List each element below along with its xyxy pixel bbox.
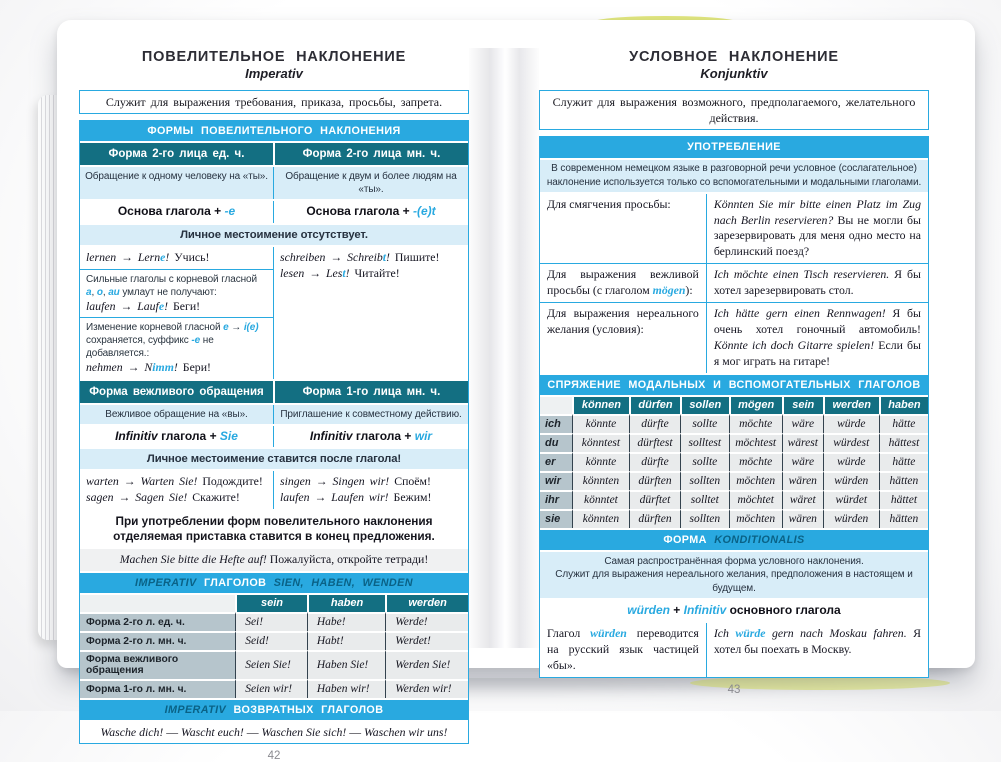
text-segment: e [158,298,165,313]
text-segment: Waschen wir uns! [363,724,448,739]
usage-example: Könnten Sie mir bitte einen Platz im Zug nach Berlin reservieren? Вы не могли бы зарезервировать для меня одно место на берлинский поезд? [713,196,921,259]
table-cell: möchten [729,471,782,490]
table-cell: wäret [782,490,823,509]
table-cell: könnten [572,471,629,490]
row-label: sie [540,509,572,528]
text-segment: ! [165,250,170,265]
table-cell: sollten [680,509,728,528]
text-segment: würden [627,602,670,617]
page-number-42: 42 [267,750,281,762]
table-corner-cell [540,397,572,414]
text-segment: IMPERATIV [164,703,227,716]
polite-examples-row [80,471,468,508]
text-segment: -e [191,335,201,347]
text-segment: IMPERATIV [135,576,197,589]
table-cell: wären [782,509,823,528]
usage-row-unreal-wish [540,302,928,373]
usage-example: Ich möchte einen Tisch reservieren. Я бы хотел зарезервировать стол. [713,267,921,298]
page-number-43: 43 [727,684,741,697]
row-label: ich [540,414,572,433]
text-segment: Infinitiv [115,428,158,443]
usage-case: Для выражения нереального желания (условия): [540,303,707,373]
text-segment: Infinitiv [683,602,727,617]
table-cell: Sei! [235,612,307,631]
table-cell: wäre [782,414,823,433]
table-cell: würdest [823,433,879,452]
text-segment: mögen [652,283,686,298]
table-cell: könnten [572,509,629,528]
page-subtitle-konjunktiv: Konjunktiv [700,66,768,82]
text-segment: Lern [137,250,161,265]
section-header-usage: УПОТРЕБЛЕНИЕ [540,137,928,157]
konditionalis-note-line2: Служит для выражения нереального желания, предположения в настоящем и будущем. [555,569,913,594]
text-segment: Warten Sie! [140,474,198,489]
examples-1pl [274,471,468,508]
text-segment: ! [164,298,169,313]
conditional-intro-box: Служит для выражения возможного, предполагаемого, желательного действия. [539,90,929,130]
note-polite: Вежливое обращение на «вы». [80,405,274,424]
table-cell: Werde! [385,612,468,631]
text-segment: laufen [86,298,116,313]
table-cell: Seid! [235,631,307,650]
text-segment: N [144,360,153,375]
text-segment: Laufen wir! [331,490,389,505]
text-segment: ! [173,360,178,375]
person-notes-row [80,167,468,199]
text-segment: Schreib [347,250,383,265]
row-label: du [540,433,572,452]
polite-headers-row [80,381,468,403]
text-segment: Sie [219,428,238,443]
wurden-row [540,623,928,677]
table-cell: hätten [879,509,928,528]
row-label: ihr [540,490,572,509]
text-segment: SIEN, HABEN, WENDEN [273,576,413,589]
text-segment: Ich hätte gern einen Rennwagen! [713,306,886,321]
text-segment: würden [590,626,627,641]
section-header-conjugation: СПРЯЖЕНИЕ МОДАЛЬНЫХ И ВСПОМОГАТЕЛЬНЫХ ГЛАГОЛОВ [540,375,928,395]
formula-2pl: Основа глагола + -(e)t [274,201,468,223]
table-cell: könntet [572,490,629,509]
konditionalis-formula: würden + Infinitiv основного глагола [540,600,928,622]
table-cell: hättest [879,433,928,452]
example-line: lernen → Lerne! Учись! [86,250,210,265]
text-segment: lernen [86,250,117,265]
table-cell: sollten [680,471,728,490]
text-segment: Sagen Sie! [135,490,188,505]
column-header: werden [823,397,879,414]
table-cell: dürften [629,471,680,490]
text-segment: e [223,322,229,334]
text-segment: a [86,286,92,298]
text-segment: e [160,250,166,265]
table-cell: sollte [680,452,728,471]
page-title-imperative: ПОВЕЛИТЕЛЬНОЕ НАКЛОНЕНИЕ [141,49,407,65]
row-label: Форма вежливого обращения [80,650,235,679]
table-cell: dürfte [629,452,680,471]
text-segment: KONDITIONALIS [714,533,805,546]
right-page [539,48,929,697]
examples-2sg-column [80,247,274,379]
example-line: warten → Warten Sie! Подождите! [86,474,263,489]
open-book [57,20,975,762]
book-spine [469,48,539,648]
text-segment: Ich möchte einen Tisch reservieren. [713,267,890,282]
table-cell: sollte [680,414,728,433]
example-box [80,247,273,270]
table-cell: würde [823,452,879,471]
table-cell: dürfte [629,414,680,433]
example-box [80,318,273,379]
text-segment: Lauf [137,298,159,313]
section-header-shw: IMPERATIV ГЛАГОЛОВ SIEN, HABEN, WENDEN [80,573,468,593]
header-2pl: Форма 2-го лица мн. ч. [275,143,468,165]
usage-note: В современном немецком языке в разговорной речи условное (сослагательное) наклонение используется только со вспомогательными и модальными глаголами. [540,160,928,192]
imperative-main-table [79,120,469,744]
text-segment: i(e) [243,322,259,334]
table-cell: Werden Sie! [385,650,468,679]
prefix-rule-line2: отделяемая приставка ставится в конец предложения. [113,528,435,543]
formula-row [80,201,468,223]
column-header: dürfen [629,397,680,414]
text-segment: laufen [280,490,310,505]
table-cell: wärest [782,433,823,452]
table-cell: könnte [572,414,629,433]
imperative-intro-box: Служит для выражения требования, приказа, просьбы, запрета. [79,90,469,114]
wurden-note: Глагол würden переводится на русский язык частицей «бы». [540,623,707,677]
usage-case: Для выражения вежливой просьбы (с глаголом mögen): [540,264,707,302]
text-segment: gern nach Moskau fahren. [765,626,907,641]
usage-example: Ich hätte gern einen Rennwagen! Я бы очень хотел гоночный автомобиль! Könnte ich doch Gitarre spielen! Если бы я мог играть на гитаре! [713,306,921,368]
table-cell: Seien Sie! [235,650,307,679]
text-segment: Infinitiv [309,428,353,443]
text-segment: ! [386,250,390,265]
book-spread [57,48,975,762]
table-corner-cell [80,595,235,612]
header-2sg: Форма 2-го лица ед. ч. [80,143,273,165]
table-cell: möchtest [729,433,782,452]
text-segment: schreiben [280,250,326,265]
data-table [80,595,468,698]
text-segment: Les [325,265,343,280]
table-cell: würden [823,509,879,528]
table-cell: könnte [572,452,629,471]
usage-row-polite [540,263,928,302]
column-header: werden [385,595,468,612]
left-page [79,48,469,762]
text-segment: o [96,286,103,298]
example-line: lesen → Lest! Читайте! [280,265,400,280]
row-label: Форма 1-го л. мн. ч. [80,679,235,698]
wurden-example: Ich würde gern nach Moskau fahren. Я хотел бы поехать в Москву. [713,626,921,657]
text-segment: singen [280,474,311,489]
no-pronoun-note: Личное местоимение отсутствует. [80,225,468,245]
polite-notes-row [80,405,468,424]
example-line: laufen → Laufen wir! Бежим! [280,490,432,505]
table-cell: Habt! [307,631,385,650]
header-polite: Форма вежливого обращения [80,381,273,403]
usage-case: Для смягчения просьбы: [540,194,707,264]
example-line: laufen → Laufe! Беги! [86,298,201,313]
text-segment: t [342,265,346,280]
text-segment: Singen wir! [332,474,390,489]
text-segment: -(e)t [412,204,436,219]
examples-polite [80,471,274,508]
table-cell: solltet [680,490,728,509]
text-segment: lesen [280,265,305,280]
row-label: Форма 2-го л. ед. ч. [80,612,235,631]
konditionalis-note-line1: Самая распространённая форма условного наклонения. [604,555,864,567]
table-cell: möchte [729,452,782,471]
table-cell: hätte [879,414,928,433]
example-line: singen → Singen wir! Споём! [280,474,431,489]
polite-formula-row [80,426,468,448]
row-label: wir [540,471,572,490]
formula-polite: Infinitiv глагола + Sie [80,426,274,448]
text-segment: Machen Sie bitte die Hefte auf! [119,552,267,567]
table-cell: wäre [782,452,823,471]
text-segment: würde [735,626,766,641]
table-cell: Werden wir! [385,679,468,698]
text-segment: nehmen [86,360,123,375]
rule-line: Изменение корневой гласной e → i(e) сохраняется, суффикс -e не добавляется.: [86,322,259,360]
table-cell: möchte [729,414,782,433]
text-segment: ! [345,265,350,280]
page-title-conditional: УСЛОВНОЕ НАКЛОНЕНИЕ [629,49,839,65]
formula-1pl: Infinitiv глагола + wir [274,426,468,448]
column-header: sein [235,595,307,612]
table-cell: wären [782,471,823,490]
prefix-rule [80,511,468,548]
examples-area [80,247,468,379]
column-header: können [572,397,629,414]
text-segment: Könnte ich doch Gitarre spielen! [713,337,875,352]
section-header-konditionalis: ФОРМА KONDITIONALIS [540,530,928,550]
text-segment: sagen [86,490,114,505]
column-header: haben [879,397,928,414]
example-line: sagen → Sagen Sie! Скажите! [86,490,240,505]
table-cell: Werdet! [385,631,468,650]
table-cell: hättet [879,490,928,509]
note-2pl: Обращение к двум и более людям на «ты». [274,167,468,199]
text-segment: Wasche dich! [100,724,164,739]
text-segment: Ich [713,626,736,641]
conditional-main-table [539,136,929,678]
text-segment: warten [86,474,119,489]
rule-line: Сильные глаголы с корневой гласной a, o, au умлаут не получают: [86,273,257,298]
table-cell: Seien wir! [235,679,307,698]
table-cell: Habe! [307,612,385,631]
example-box [80,270,273,319]
pronoun-after-note: Личное местоимение ставится после глагола! [80,449,468,469]
column-header: haben [307,595,385,612]
note-1pl: Приглашение к совместному действию. [274,405,468,424]
person-headers-row [80,143,468,165]
row-label: Форма 2-го л. мн. ч. [80,631,235,650]
konditionalis-note [540,552,928,598]
data-table [540,397,928,528]
reflexive-examples: Wasche dich! — Wascht euch! — Waschen Sie sich! — Waschen wir uns! [80,722,468,743]
prefix-example: Machen Sie bitte die Hefte auf! Пожалуйста, откройте тетради! [80,549,468,570]
table-cell: könntest [572,433,629,452]
table-cell: solltest [680,433,728,452]
usage-row-soften [540,194,928,264]
examples-2pl-column [274,247,468,379]
table-cell: dürften [629,509,680,528]
row-label: er [540,452,572,471]
text-segment: au [108,286,120,298]
table-cell: dürftet [629,490,680,509]
text-segment: Wascht euch! [181,724,244,739]
table-cell: hätte [879,452,928,471]
text-segment: -e [224,204,236,219]
column-header: sein [782,397,823,414]
table-cell: Haben wir! [307,679,385,698]
header-1pl: Форма 1-го лица мн. ч. [275,381,468,403]
example-line: schreiben → Schreibt! Пишите! [280,250,440,265]
table-cell: möchtet [729,490,782,509]
page-subtitle-imperativ: Imperativ [245,66,303,82]
note-2sg: Обращение к одному человеку на «ты». [80,167,274,199]
text-segment: Könnten Sie mir bitte einen Platz im Zug nach Berlin reservieren? [713,196,921,227]
modal-verbs-conjugation-table [540,397,928,528]
column-header: mögen [729,397,782,414]
table-cell: möchten [729,509,782,528]
example-line: nehmen → Nimm! Бери! [86,360,211,375]
table-cell: würden [823,471,879,490]
text-segment: t [382,250,387,265]
table-cell: dürftest [629,433,680,452]
section-header-forms: ФОРМЫ ПОВЕЛИТЕЛЬНОГО НАКЛОНЕНИЯ [80,121,468,141]
text-segment: wir [414,428,433,443]
usage-rows [540,194,928,373]
table-cell: würde [823,414,879,433]
formula-2sg: Основа глагола + -e [80,201,274,223]
table-cell: Haben Sie! [307,650,385,679]
section-header-reflexive: IMPERATIV ВОЗВРАТНЫХ ГЛАГОЛОВ [80,700,468,720]
sein-haben-werden-table [80,595,468,698]
text-segment: Waschen Sie sich! [261,724,347,739]
table-cell: hätten [879,471,928,490]
column-header: sollen [680,397,728,414]
table-cell: würdet [823,490,879,509]
prefix-rule-line1: При употреблении форм повелительного наклонения [115,513,433,528]
text-segment: imm [152,360,174,375]
